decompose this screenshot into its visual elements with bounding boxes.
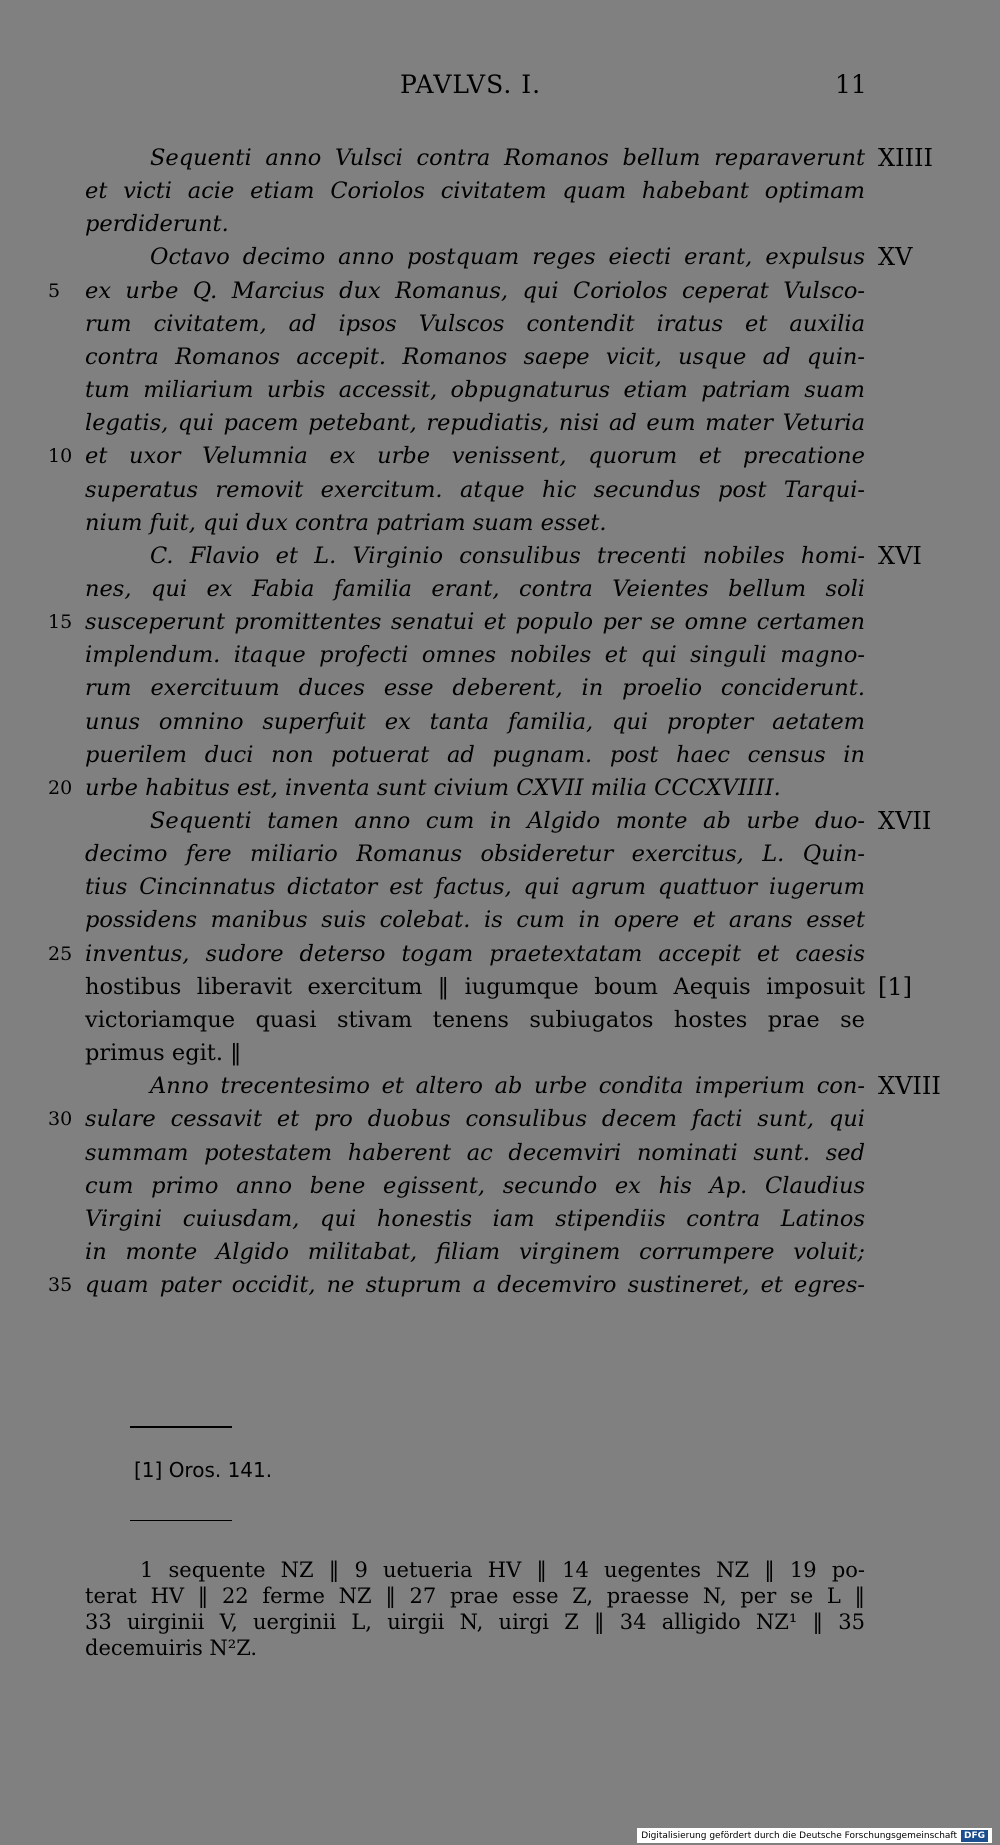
margin-chapter-number: XVI	[878, 541, 922, 570]
line-number: 35	[48, 1274, 73, 1297]
text-line: Sequenti anno Vulsci contra Romanos bellum reparaverunt	[150, 145, 865, 171]
text-line: urbe habitus est, inventa sunt civium CXVII milia CCCXVIIII.	[85, 774, 781, 801]
text-line: implendum. itaque profecti omnes nobiles et qui singuli magno-	[85, 642, 865, 669]
text-line: legatis, qui pacem petebant, repudiatis, nisi ad eum mater Veturia	[85, 410, 865, 437]
text-line: et victi acie etiam Coriolos civitatem quam habebant optimam	[85, 178, 865, 205]
source-footnote: [1] Oros. 141.	[134, 1458, 273, 1482]
page-header	[0, 70, 1000, 100]
line-number: 10	[48, 445, 73, 468]
text-line: possidens manibus suis colebat. is cum in opere et arans esset	[85, 907, 865, 934]
text-line: rum exercituum duces esse deberent, in proelio conciderunt.	[85, 675, 865, 702]
text-line: primus egit. ‖	[85, 1040, 242, 1067]
digitization-credit	[637, 1828, 992, 1843]
text-line: tius Cincinnatus dictator est factus, qui agrum quattuor iugerum	[85, 874, 865, 901]
text-line: Sequenti tamen anno cum in Algido monte ab urbe duo-	[150, 808, 865, 834]
text-line: Octavo decimo anno postquam reges eiecti erant, expulsus	[150, 244, 865, 271]
line-number: 30	[48, 1108, 73, 1131]
apparatus-line: 1 sequente NZ ‖ 9 uetueria HV ‖ 14 uegentes NZ ‖ 19 po-	[140, 1558, 865, 1582]
apparatus-line: terat HV ‖ 22 ferme NZ ‖ 27 prae esse Z, praesse N, per se L ‖	[85, 1584, 865, 1608]
page-number: 11	[835, 70, 867, 99]
margin-chapter-number: [1]	[878, 972, 912, 1001]
text-line: superatus removit exercitum. atque hic secundus post Tarqui-	[85, 476, 865, 503]
text-line: Anno trecentesimo et altero ab urbe condita imperium con-	[150, 1073, 865, 1100]
text-line: Virgini cuiusdam, qui honestis iam stipendiis contra Latinos	[85, 1205, 865, 1232]
text-line: rum civitatem, ad ipsos Vulscos contendit iratus et auxilia	[85, 310, 865, 337]
text-line: unus omnino superfuit ex tanta familia, qui propter aetatem	[85, 708, 865, 735]
text-line: nes, qui ex Fabia familia erant, contra Veientes bellum soli	[85, 575, 865, 602]
text-line: decimo fere miliario Romanus obsideretur exercitus, L. Quin-	[85, 841, 865, 868]
text-line: nium fuit, qui dux contra patriam suam esset.	[85, 509, 607, 536]
line-number: 25	[48, 942, 73, 965]
text-line: victoriamque quasi stivam tenens subiugatos hostes prae se	[85, 1006, 865, 1033]
text-line: susceperunt promittentes senatui et populo per se omne certamen	[85, 609, 865, 636]
apparatus-separator	[130, 1520, 232, 1521]
running-head: PAVLVS. I.	[400, 70, 542, 99]
text-line: summam potestatem haberent ac decemviri nominati sunt. sed	[85, 1139, 865, 1166]
footnote-separator	[130, 1426, 232, 1428]
line-number: 5	[48, 279, 61, 302]
apparatus-line: 33 uirginii V, uerginii L, uirgii N, uirgi Z ‖ 34 alligido NZ¹ ‖ 35	[85, 1610, 865, 1634]
text-line: inventus, sudore deterso togam praetextatam accepit et caesis	[85, 940, 865, 967]
text-line: cum primo anno bene egissent, secundo ex his Ap. Claudius	[85, 1172, 865, 1199]
text-line: ex urbe Q. Marcius dux Romanus, qui Coriolos ceperat Vulsco-	[85, 277, 865, 304]
text-line: perdiderunt.	[85, 211, 229, 238]
apparatus-line: decemuiris N²Z.	[85, 1636, 258, 1660]
dfg-logo: DFG	[961, 1830, 988, 1842]
text-line: contra Romanos accepit. Romanos saepe vicit, usque ad quin-	[85, 343, 865, 370]
margin-chapter-number: XVII	[878, 807, 932, 835]
margin-chapter-number: XVIII	[878, 1072, 941, 1101]
text-line: sulare cessavit et pro duobus consulibus decem facti sunt, qui	[85, 1106, 865, 1133]
credit-text: Digitalisierung gefördert durch die Deutsche Forschungsgemeinschaft	[641, 1830, 957, 1841]
margin-chapter-number: XIIII	[878, 144, 934, 172]
text-line: tum miliarium urbis accessit, obpugnaturus etiam patriam suam	[85, 377, 865, 404]
line-number: 15	[48, 611, 73, 634]
text-line: puerilem duci non potuerat ad pugnam. post haec census in	[85, 741, 865, 768]
text-line: in monte Algido militabat, filiam virginem corrumpere voluit;	[85, 1238, 865, 1265]
text-line: quam pater occidit, ne stuprum a decemviro sustineret, et egres-	[85, 1272, 865, 1299]
text-line: hostibus liberavit exercitum ‖ iugumque boum Aequis imposuit	[85, 973, 865, 1000]
margin-chapter-number: XV	[878, 243, 913, 272]
text-line: et uxor Velumnia ex urbe venissent, quorum et precatione	[85, 443, 865, 470]
text-line: C. Flavio et L. Virginio consulibus trecenti nobiles homi-	[150, 542, 865, 569]
line-number: 20	[48, 776, 73, 799]
